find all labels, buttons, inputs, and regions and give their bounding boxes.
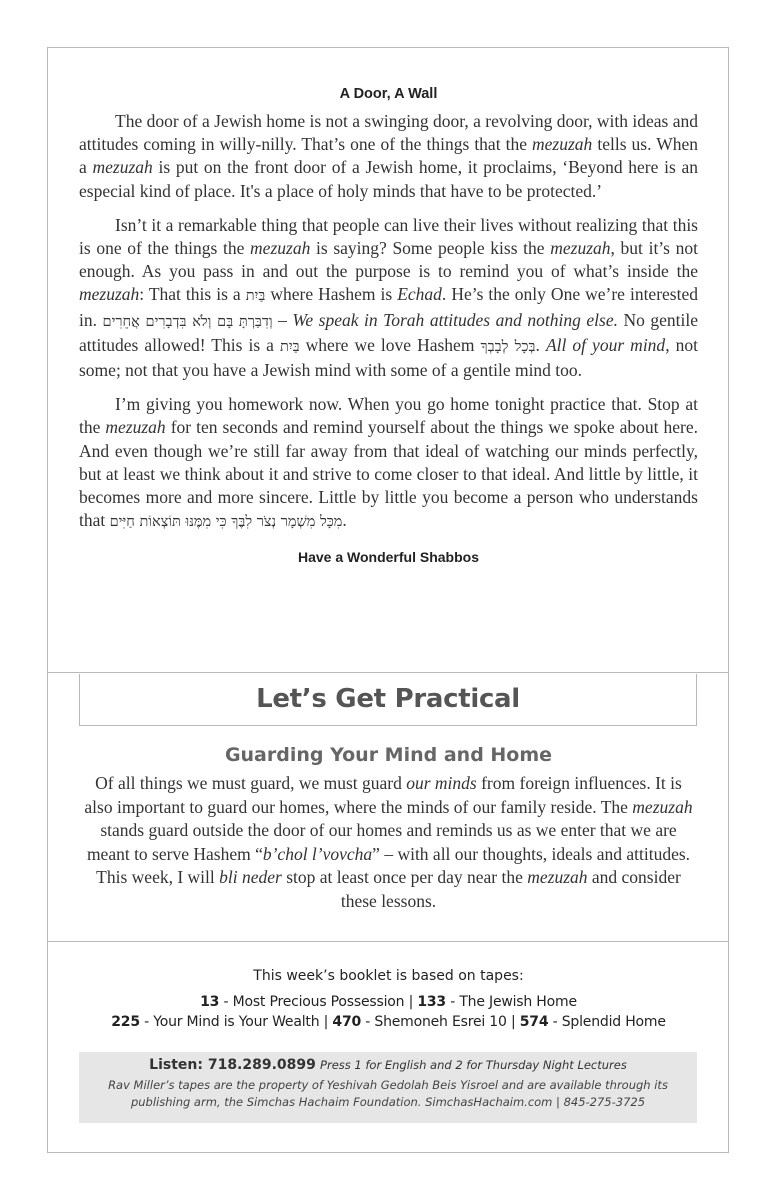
listen-line — [79, 1057, 697, 1073]
article-paragraph-3: I’m giving you homework now. When you go home tonight practice that. Stop at the mezuzah for ten seconds and remind yourself about the things we spoke about here. And even though we’re still far away from that ideal of watching our minds perfectly, but at least we think about it and strive to come closer to that ideal. And little by little, it becomes more and more sincere. Little by little you become a person who understands that מִכָּל מִשְׁמָר נְצֹר לִבֶּךָ כִּי מִמֶּנּוּ תּוֹצְאוֹת חַיִּים. — [79, 394, 698, 531]
listen-box — [79, 1052, 697, 1123]
tape-line-2: 225 - Your Mind is Your Wealth | 470 - Shemoneh Esrei 10 | 574 - Splendid Home — [111, 1014, 666, 1030]
practical-section — [79, 744, 698, 914]
article — [79, 86, 698, 565]
tape-title: - The Jewish Home — [445, 994, 577, 1010]
tapes-section — [79, 968, 698, 1034]
closing-line: Have a Wonderful Shabbos — [298, 549, 479, 566]
hebrew-text: בַּיִת — [279, 338, 300, 355]
practical-header-box — [79, 674, 697, 726]
article-paragraph-1: The door of a Jewish home is not a swinging door, a revolving door, with ideas and attitudes coming in willy-nilly. That’s one of the things that the mezuzah tells us. When a mezuzah is put on the front door of a Jewish home, it proclaims, ‘Beyond here is an especial kind of place. It's a place of holy minds that have to be protected.’ — [79, 111, 699, 201]
tapes-intro: This week’s booklet is based on tapes: — [253, 968, 524, 984]
listen-phone: Listen: 718.289.0899 — [149, 1057, 316, 1073]
divider — [48, 941, 728, 942]
hebrew-text: בְּכָל לְבָבְךָ — [480, 338, 536, 355]
divider — [48, 672, 728, 673]
tape-title: - Your Mind is Your Wealth — [139, 1014, 320, 1030]
tape-number: 13 — [200, 994, 220, 1010]
practical-body: Of all things we must guard, we must guard our minds from foreign influences. It is also important to guard our homes, where the minds of our family reside. The mezuzah stands guard outside the door of our homes and reminds us as we enter that we are meant to serve Hashem “b’chol l’vovcha” – with all our thoughts, ideals and attitudes. This week, I will bli neder stop at least once per day near the mezuzah and consider these lessons. — [84, 773, 693, 911]
tape-title: - Shemoneh Esrei 10 — [361, 1014, 507, 1030]
tape-number: 133 — [417, 994, 446, 1010]
article-paragraph-2: Isn’t it a remarkable thing that people can live their lives without realizing that this is one of the things the mezuzah is saying? Some people kiss the mezuzah, but it’s not enough. As you pass in and out the purpose is to remind you of what’s inside the mezuzah: That this is a בַּיִת where Hashem is Echad. He’s the only One we’re interested in. וְדִבַּרְתָּ בָּם וְלֹא בִּדְבָרִים אֲחֵרִים – We speak in Torah attitudes and nothing else. No gentile attitudes allowed! This is a בַּיִת where we love Hashem בְּכָל לְבָבְךָ. All of your mind, not some; not that you have a Jewish mind with some of a gentile mind too. — [79, 214, 699, 381]
credit-text: Rav Miller’s tapes are the property of Yeshivah Gedolah Beis Yisroel and are available through its publishing arm, the Simchas Hachaim Foundation. SimchasHachaim.com | 845-275-3725 — [108, 1078, 668, 1109]
tape-number: 574 — [519, 1014, 549, 1030]
listen-note: Press 1 for English and 2 for Thursday Night Lectures — [320, 1058, 627, 1072]
article-title: A Door, A Wall — [339, 86, 438, 102]
tape-title: - Splendid Home — [548, 1014, 666, 1030]
practical-subtitle: Guarding Your Mind and Home — [224, 744, 553, 766]
hebrew-text: מִכָּל מִשְׁמָר נְצֹר לִבֶּךָ כִּי מִמֶּנּוּ תּוֹצְאוֹת חַיִּים — [109, 514, 343, 531]
tape-number: 470 — [332, 1014, 362, 1030]
hebrew-text: וְדִבַּרְתָּ בָּם וְלֹא בִּדְבָרִים אֲחֵרִים — [102, 313, 273, 330]
tape-title: - Most Precious Possession — [219, 994, 405, 1010]
hebrew-text: בַּיִת — [245, 288, 266, 305]
tape-line-1: 13 - Most Precious Possession | 133 - The Jewish Home — [200, 994, 577, 1010]
practical-title: Let’s Get Practical — [256, 684, 520, 714]
tape-number: 225 — [111, 1014, 140, 1030]
